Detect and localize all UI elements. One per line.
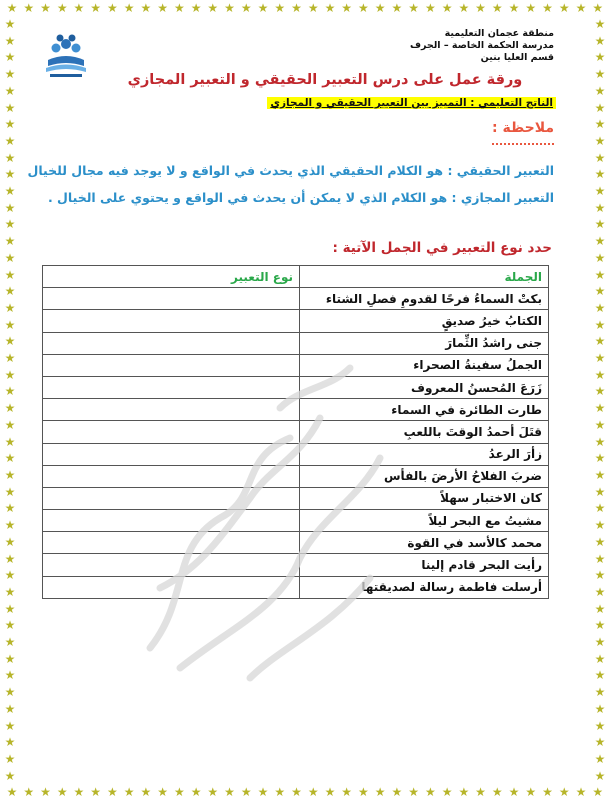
answer-cell[interactable] bbox=[43, 399, 300, 421]
star-icon: ★ bbox=[157, 785, 168, 799]
star-icon: ★ bbox=[157, 1, 168, 15]
star-icon: ★ bbox=[173, 785, 185, 799]
sentence-cell: طارت الطائرة في السماء bbox=[300, 399, 549, 421]
star-icon: ★ bbox=[441, 1, 453, 15]
answer-cell[interactable] bbox=[43, 310, 300, 332]
sentence-cell: أرسلت فاطمة رسالة لصديقتها bbox=[300, 576, 549, 598]
star-icon: ★ bbox=[257, 785, 269, 799]
star-icon: ★ bbox=[123, 785, 135, 799]
sentence-cell: محمد كالأسد في القوة bbox=[300, 532, 549, 554]
star-icon: ★ bbox=[4, 384, 16, 399]
question-prompt: حدد نوع التعبير في الجمل الآتية : bbox=[332, 240, 552, 256]
star-icon: ★ bbox=[4, 17, 16, 31]
note-title: ملاحظة : bbox=[492, 120, 554, 136]
star-icon: ★ bbox=[525, 785, 537, 799]
star-icon: ★ bbox=[4, 284, 16, 299]
star-icon: ★ bbox=[4, 234, 16, 249]
star-icon: ★ bbox=[594, 250, 606, 265]
star-icon: ★ bbox=[594, 635, 606, 650]
star-border-right bbox=[592, 16, 608, 784]
star-icon: ★ bbox=[4, 117, 16, 132]
sentence-cell: زَرَعَ المُحسنُ المعروف bbox=[300, 376, 549, 398]
star-icon: ★ bbox=[594, 267, 606, 282]
star-icon: ★ bbox=[140, 1, 152, 15]
star-icon: ★ bbox=[4, 367, 16, 382]
star-icon: ★ bbox=[594, 735, 606, 750]
header-sentence: الجملة bbox=[300, 266, 549, 288]
star-icon: ★ bbox=[594, 417, 606, 432]
star-icon: ★ bbox=[475, 785, 486, 799]
star-icon: ★ bbox=[4, 718, 16, 733]
exercise-table bbox=[42, 265, 549, 599]
star-icon: ★ bbox=[594, 768, 606, 783]
answer-cell[interactable] bbox=[43, 576, 300, 598]
star-icon: ★ bbox=[594, 234, 606, 249]
table-row bbox=[43, 465, 549, 487]
answer-cell[interactable] bbox=[43, 487, 300, 509]
star-icon: ★ bbox=[73, 1, 85, 15]
star-icon: ★ bbox=[594, 50, 606, 65]
star-icon: ★ bbox=[4, 351, 16, 366]
star-icon: ★ bbox=[594, 33, 606, 48]
star-icon: ★ bbox=[4, 618, 16, 633]
note-underline bbox=[492, 143, 554, 145]
star-icon: ★ bbox=[558, 1, 570, 15]
star-icon: ★ bbox=[40, 1, 51, 15]
header-line-school: مدرسة الحكمة الخاصة – الجرف bbox=[409, 40, 554, 51]
learning-outcome: الناتج التعليمي : التمييز بين التعبير الحقيقي و المجازي bbox=[267, 97, 556, 109]
star-icon: ★ bbox=[491, 785, 503, 799]
star-icon: ★ bbox=[190, 1, 202, 15]
star-icon: ★ bbox=[4, 484, 16, 499]
star-icon: ★ bbox=[4, 267, 16, 282]
star-icon: ★ bbox=[4, 451, 16, 466]
star-icon: ★ bbox=[4, 735, 16, 750]
star-icon: ★ bbox=[4, 534, 16, 549]
star-icon: ★ bbox=[4, 668, 16, 683]
star-icon: ★ bbox=[207, 1, 219, 15]
star-icon: ★ bbox=[408, 785, 419, 799]
star-icon: ★ bbox=[594, 367, 606, 382]
star-icon: ★ bbox=[4, 217, 16, 232]
star-icon: ★ bbox=[4, 250, 16, 265]
star-icon: ★ bbox=[4, 83, 16, 98]
school-header bbox=[410, 28, 554, 64]
answer-cell[interactable] bbox=[43, 376, 300, 398]
star-icon: ★ bbox=[274, 785, 286, 799]
star-icon: ★ bbox=[594, 67, 606, 82]
star-icon: ★ bbox=[594, 401, 606, 416]
table-row bbox=[43, 399, 549, 421]
star-icon: ★ bbox=[358, 785, 369, 799]
answer-cell[interactable] bbox=[43, 332, 300, 354]
star-icon: ★ bbox=[592, 785, 604, 799]
star-icon: ★ bbox=[594, 668, 606, 683]
answer-cell[interactable] bbox=[43, 354, 300, 376]
definition-literal: التعبير الحقيقي : هو الكلام الحقيقي الذي يحدث في الواقع و لا يوجد فيه مجال للخيال bbox=[27, 163, 554, 178]
sentence-cell: مشيتُ مع البحر ليلاً bbox=[300, 510, 549, 532]
star-icon: ★ bbox=[594, 300, 606, 315]
table-row bbox=[43, 532, 549, 554]
table-row bbox=[43, 443, 549, 465]
star-icon: ★ bbox=[4, 651, 16, 666]
star-icon: ★ bbox=[575, 785, 587, 799]
star-icon: ★ bbox=[558, 785, 570, 799]
star-icon: ★ bbox=[224, 1, 235, 15]
star-icon: ★ bbox=[592, 1, 604, 15]
star-icon: ★ bbox=[441, 785, 453, 799]
star-icon: ★ bbox=[594, 284, 606, 299]
star-icon: ★ bbox=[4, 300, 16, 315]
star-icon: ★ bbox=[594, 501, 606, 516]
star-icon: ★ bbox=[240, 785, 252, 799]
star-icon: ★ bbox=[4, 685, 16, 700]
star-icon: ★ bbox=[4, 551, 16, 566]
star-icon: ★ bbox=[4, 133, 16, 148]
star-icon: ★ bbox=[6, 785, 18, 799]
star-icon: ★ bbox=[4, 417, 16, 432]
table-row bbox=[43, 554, 549, 576]
star-icon: ★ bbox=[594, 184, 606, 199]
star-icon: ★ bbox=[458, 785, 470, 799]
table-row bbox=[43, 376, 549, 398]
star-icon: ★ bbox=[56, 785, 68, 799]
star-icon: ★ bbox=[73, 785, 85, 799]
star-icon: ★ bbox=[207, 785, 219, 799]
answer-cell[interactable] bbox=[43, 532, 300, 554]
star-icon: ★ bbox=[594, 601, 606, 616]
star-icon: ★ bbox=[4, 518, 16, 533]
star-icon: ★ bbox=[4, 635, 16, 650]
star-icon: ★ bbox=[594, 351, 606, 366]
star-icon: ★ bbox=[594, 651, 606, 666]
star-icon: ★ bbox=[594, 83, 606, 98]
table-row bbox=[43, 332, 549, 354]
star-icon: ★ bbox=[594, 167, 606, 182]
answer-cell[interactable] bbox=[43, 554, 300, 576]
star-icon: ★ bbox=[4, 467, 16, 482]
star-icon: ★ bbox=[4, 768, 16, 783]
star-icon: ★ bbox=[594, 200, 606, 215]
star-icon: ★ bbox=[4, 100, 16, 115]
star-icon: ★ bbox=[6, 1, 18, 15]
star-icon: ★ bbox=[4, 334, 16, 349]
sentence-cell: ضربَ الفلاحُ الأرضَ بالفأس bbox=[300, 465, 549, 487]
star-icon: ★ bbox=[90, 1, 102, 15]
star-icon: ★ bbox=[224, 785, 235, 799]
star-icon: ★ bbox=[594, 685, 606, 700]
star-icon: ★ bbox=[594, 618, 606, 633]
star-icon: ★ bbox=[4, 701, 16, 716]
star-icon: ★ bbox=[4, 150, 16, 165]
star-icon: ★ bbox=[424, 1, 436, 15]
star-icon: ★ bbox=[391, 1, 403, 15]
header-line-section: قسم العليا بنين bbox=[480, 52, 554, 63]
sentence-cell: قتَلَ أحمدُ الوقتَ باللعبِ bbox=[300, 421, 549, 443]
star-icon: ★ bbox=[123, 1, 135, 15]
star-icon: ★ bbox=[594, 451, 606, 466]
star-icon: ★ bbox=[594, 133, 606, 148]
star-icon: ★ bbox=[424, 785, 436, 799]
table-row bbox=[43, 421, 549, 443]
star-icon: ★ bbox=[4, 751, 16, 766]
star-icon: ★ bbox=[4, 584, 16, 599]
header-line-zone: منطقة عجمان التعليمية bbox=[444, 28, 554, 39]
star-icon: ★ bbox=[257, 1, 269, 15]
star-icon: ★ bbox=[594, 534, 606, 549]
star-icon: ★ bbox=[594, 317, 606, 332]
star-icon: ★ bbox=[307, 785, 319, 799]
star-icon: ★ bbox=[40, 785, 51, 799]
sentence-cell: جنى راشدُ الثِّمارَ bbox=[300, 332, 549, 354]
worksheet-page bbox=[20, 18, 590, 782]
star-icon: ★ bbox=[594, 701, 606, 716]
star-icon: ★ bbox=[4, 67, 16, 82]
star-icon: ★ bbox=[56, 1, 68, 15]
star-icon: ★ bbox=[594, 334, 606, 349]
sentence-cell: بكتْ السماءُ فرحًا لقدومِ فصلِ الشتاء bbox=[300, 288, 549, 310]
star-icon: ★ bbox=[4, 401, 16, 416]
header-expression-type: نوع التعبير bbox=[43, 266, 300, 288]
star-icon: ★ bbox=[594, 484, 606, 499]
star-icon: ★ bbox=[4, 50, 16, 65]
star-icon: ★ bbox=[358, 1, 369, 15]
table-row bbox=[43, 487, 549, 509]
star-icon: ★ bbox=[307, 1, 319, 15]
star-icon: ★ bbox=[4, 501, 16, 516]
sentence-cell: الكتابُ خيرُ صديقٍ bbox=[300, 310, 549, 332]
star-icon: ★ bbox=[4, 167, 16, 182]
table-row bbox=[43, 310, 549, 332]
sentence-cell: الجملُ سفينةُ الصحراء bbox=[300, 354, 549, 376]
star-icon: ★ bbox=[594, 584, 606, 599]
star-icon: ★ bbox=[140, 785, 152, 799]
star-border-bottom bbox=[0, 784, 610, 800]
star-icon: ★ bbox=[4, 200, 16, 215]
star-icon: ★ bbox=[173, 1, 185, 15]
star-icon: ★ bbox=[491, 1, 503, 15]
star-icon: ★ bbox=[594, 17, 606, 31]
star-icon: ★ bbox=[594, 150, 606, 165]
star-icon: ★ bbox=[594, 718, 606, 733]
star-icon: ★ bbox=[594, 434, 606, 449]
definition-figurative: التعبير المجازي : هو الكلام الذي لا يمكن أن يحدث في الواقع و يحتوي على الخيال . bbox=[47, 190, 554, 205]
star-icon: ★ bbox=[391, 785, 403, 799]
star-icon: ★ bbox=[542, 785, 553, 799]
star-icon: ★ bbox=[374, 785, 386, 799]
answer-cell[interactable] bbox=[43, 465, 300, 487]
sentence-cell: زأرَ الرعدُ bbox=[300, 443, 549, 465]
star-icon: ★ bbox=[594, 518, 606, 533]
star-icon: ★ bbox=[4, 568, 16, 583]
worksheet-title: ورقة عمل على درس التعبير الحقيقي و التعبير المجازي bbox=[127, 72, 523, 88]
star-border-top bbox=[0, 0, 610, 16]
star-icon: ★ bbox=[525, 1, 537, 15]
star-icon: ★ bbox=[240, 1, 252, 15]
sentence-cell: رأيت البحر قادم إلينا bbox=[300, 554, 549, 576]
star-icon: ★ bbox=[107, 785, 118, 799]
answer-cell[interactable] bbox=[43, 510, 300, 532]
star-icon: ★ bbox=[291, 1, 302, 15]
star-icon: ★ bbox=[594, 568, 606, 583]
star-icon: ★ bbox=[594, 117, 606, 132]
table-row bbox=[43, 354, 549, 376]
star-icon: ★ bbox=[594, 467, 606, 482]
answer-cell[interactable] bbox=[43, 421, 300, 443]
star-icon: ★ bbox=[575, 1, 587, 15]
star-icon: ★ bbox=[23, 1, 35, 15]
answer-cell[interactable] bbox=[43, 288, 300, 310]
star-icon: ★ bbox=[4, 601, 16, 616]
answer-cell[interactable] bbox=[43, 443, 300, 465]
star-icon: ★ bbox=[4, 33, 16, 48]
table-row bbox=[43, 576, 549, 598]
star-icon: ★ bbox=[594, 100, 606, 115]
star-icon: ★ bbox=[594, 751, 606, 766]
star-icon: ★ bbox=[4, 184, 16, 199]
star-icon: ★ bbox=[107, 1, 118, 15]
star-icon: ★ bbox=[4, 317, 16, 332]
star-icon: ★ bbox=[458, 1, 470, 15]
table-row bbox=[43, 510, 549, 532]
table-header-row bbox=[43, 266, 549, 288]
star-icon: ★ bbox=[274, 1, 286, 15]
star-icon: ★ bbox=[508, 1, 520, 15]
star-icon: ★ bbox=[408, 1, 419, 15]
star-icon: ★ bbox=[475, 1, 486, 15]
star-icon: ★ bbox=[190, 785, 202, 799]
table-row bbox=[43, 288, 549, 310]
star-icon: ★ bbox=[291, 785, 302, 799]
star-icon: ★ bbox=[374, 1, 386, 15]
star-icon: ★ bbox=[594, 384, 606, 399]
star-icon: ★ bbox=[594, 217, 606, 232]
star-icon: ★ bbox=[90, 785, 102, 799]
star-icon: ★ bbox=[324, 1, 336, 15]
star-icon: ★ bbox=[341, 785, 353, 799]
sentence-cell: كان الاختبار سهلاً bbox=[300, 487, 549, 509]
star-icon: ★ bbox=[341, 1, 353, 15]
star-icon: ★ bbox=[23, 785, 35, 799]
star-icon: ★ bbox=[542, 1, 553, 15]
star-icon: ★ bbox=[594, 551, 606, 566]
star-icon: ★ bbox=[4, 434, 16, 449]
star-icon: ★ bbox=[508, 785, 520, 799]
star-border-left bbox=[2, 16, 18, 784]
star-icon: ★ bbox=[324, 785, 336, 799]
